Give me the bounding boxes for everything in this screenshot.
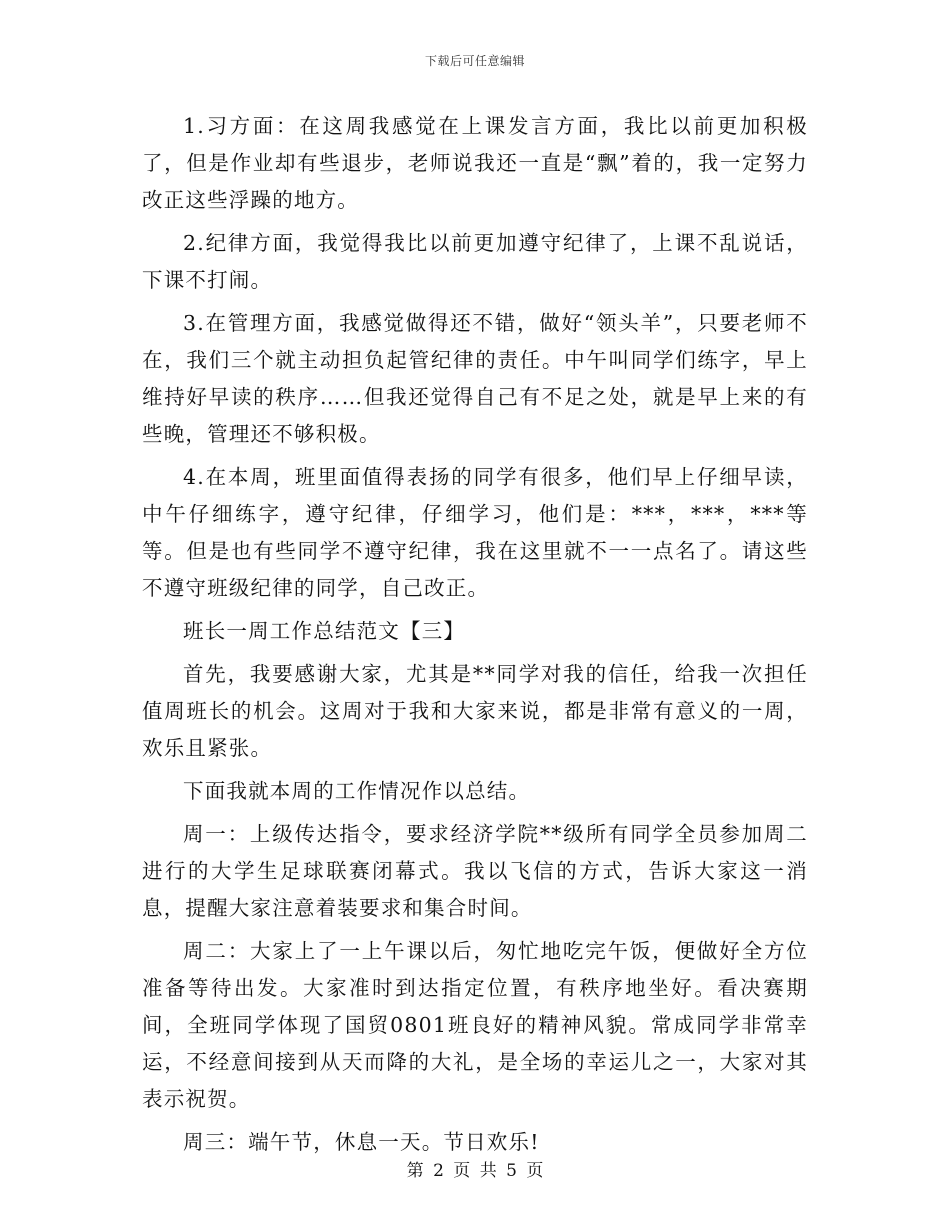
paragraph-summary-intro: 下面我就本周的工作情况作以总结。 <box>183 779 531 803</box>
paragraph-monday: 周一：上级传达指令，要求经济学院**级所有同学全员参加周二进行的大学生足球联赛闭幕式。我以飞信的方式，告诉大家这一消息，提醒大家注意着装要求和集合时间。 <box>142 822 808 920</box>
page-number: 第 2 页 共 5 页 <box>406 1161 544 1181</box>
paragraph-study: 1.习方面：在这周我感觉在上课发言方面，我比以前更加积极了，但是作业却有些退步，老师说我还一直是“飘”着的，我一定努力改正这些浮躁的地方。 <box>142 114 808 212</box>
paragraph-praise: 4.在本周，班里面值得表扬的同学有很多，他们早上仔细早读，中午仔细练字，遵守纪律，仔细学习，他们是：***，***，***等等。但是也有些同学不遵守纪律，我在这里就不一一点名了。请这些不遵守班级纪律的同学，自己改正。 <box>142 465 808 600</box>
paragraph-management: 3.在管理方面，我感觉做得还不错，做好“领头羊”，只要老师不在，我们三个就主动担负起管纪律的责任。中午叫同学们练字，早上维持好早读的秩序……但我还觉得自己有不足之处，就是早上来的有些晚，管理还不够积极。 <box>142 311 808 446</box>
paragraph-tuesday: 周二：大家上了一上午课以后，匆忙地吃完午饭，便做好全方位准备等待出发。大家准时到达指定位置，有秩序地坐好。看决赛期间，全班同学体现了国贸0801班良好的精神风貌。常成同学非常幸运，不经意间接到从天而降的大礼，是全场的幸运儿之一，大家对其表示祝贺。 <box>142 939 808 1111</box>
section-heading: 班长一周工作总结范文【三】 <box>183 619 466 643</box>
paragraph-wednesday: 周三：端午节，休息一天。节日欢乐! <box>183 1130 540 1154</box>
paragraph-discipline: 2.纪律方面，我觉得我比以前更加遵守纪律了，上课不乱说话，下课不打闹。 <box>142 231 808 292</box>
paragraph-thanks: 首先，我要感谢大家，尤其是**同学对我的信任，给我一次担任值周班长的机会。这周对于我和大家来说，都是非常有意义的一周，欢乐且紧张。 <box>142 662 808 760</box>
page-header: 下载后可任意编辑 <box>424 54 525 68</box>
document-body <box>142 108 808 1167</box>
